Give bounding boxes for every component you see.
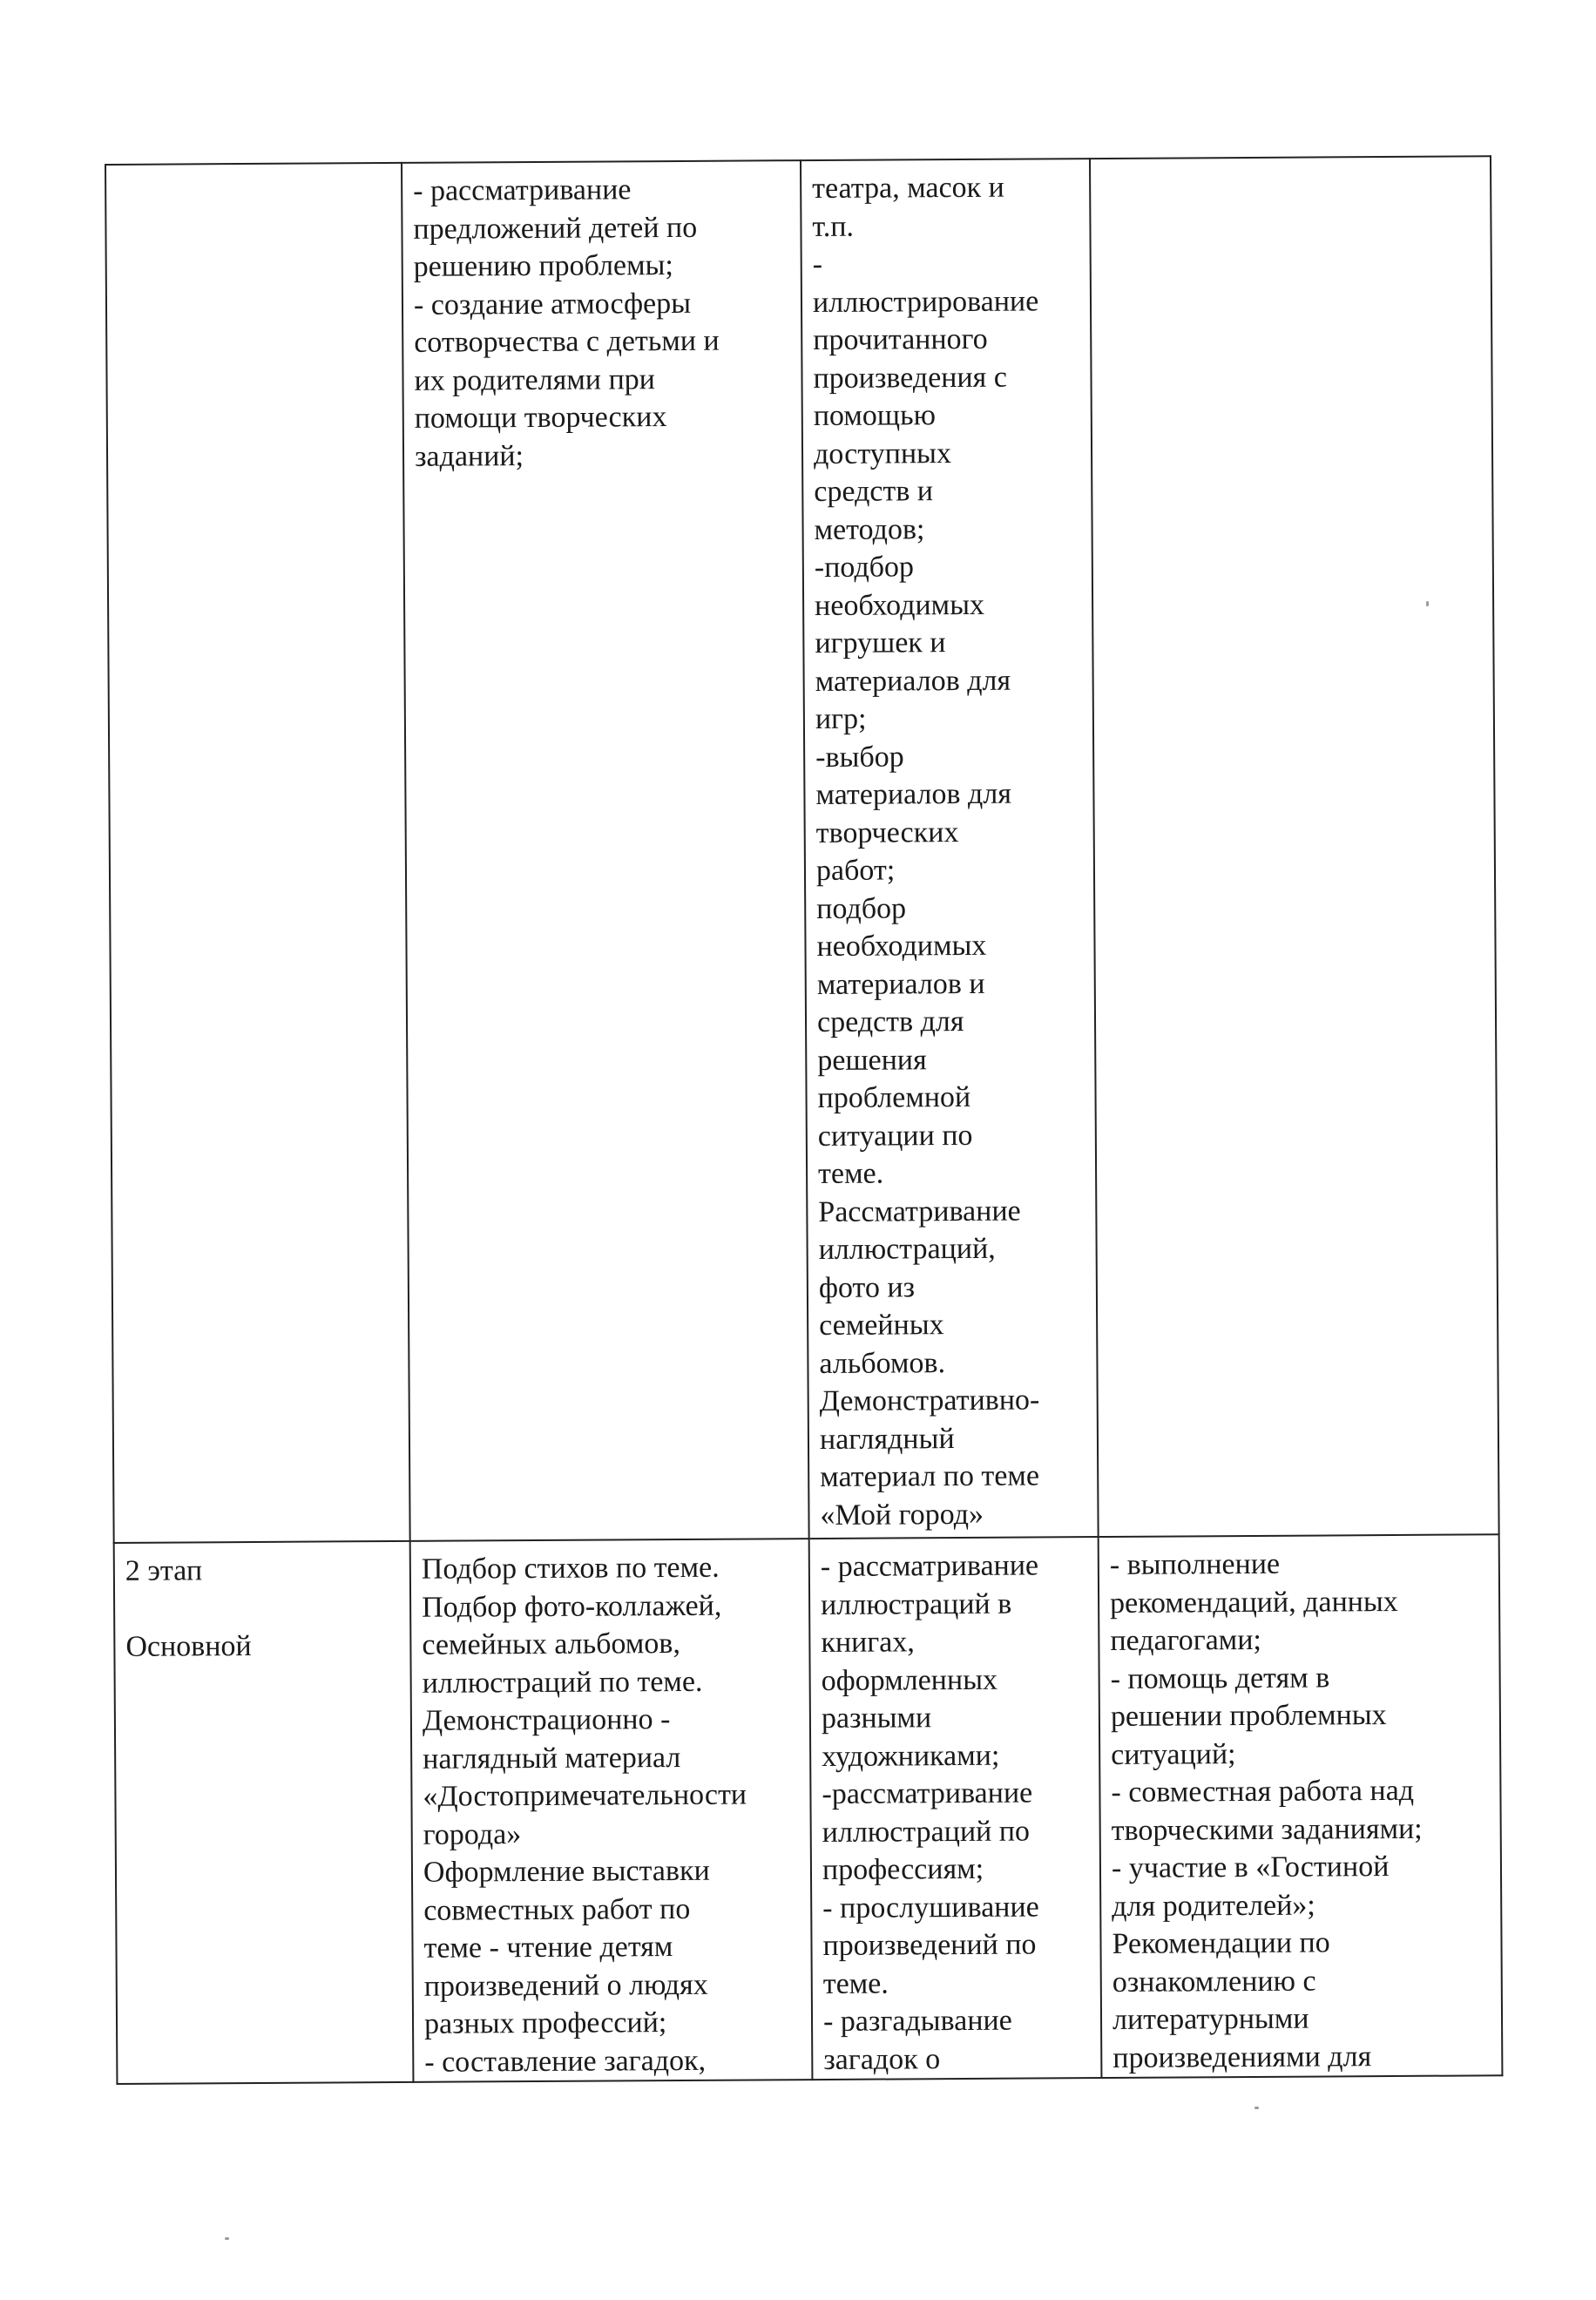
- children-activities-cell: [801, 159, 1099, 1539]
- teacher-activities-cell: [410, 1539, 813, 2082]
- scan-speck: [225, 2237, 229, 2240]
- scan-speck: [1426, 601, 1429, 606]
- table-row: [105, 156, 1499, 1543]
- parents-activities-cell: [1090, 156, 1499, 1537]
- stage-name: Основной: [125, 1629, 252, 1663]
- teacher-activities-text: Подбор стихов по теме. Подбор фото-коллажей, семейных альбомов, иллюстраций по теме. Демонстрационно - наглядный материал «Достопримечательности города» Оформление выставки совместных работ по теме - чтение детям произведений о людях разных профессий; - составление загадок,: [421, 1551, 747, 2079]
- table-row: [114, 1534, 1503, 2084]
- parents-activities-text: - выполнение рекомендаций, данных педагогами; - помощь детям в решении проблемных ситуаций; - совместная работа над творческими заданиями; - участие в «Гостиной для родителей»; Рекомендации по ознакомлению с литературными произведениями для: [1109, 1547, 1423, 2074]
- project-plan-table: [105, 155, 1503, 2085]
- stage-cell: [105, 163, 410, 1543]
- stage-cell-text: [117, 172, 390, 174]
- stage-cell: [114, 1541, 414, 2084]
- scan-speck: [1254, 2107, 1259, 2109]
- stage-number: 2 этап: [125, 1554, 203, 1587]
- children-activities-cell: [809, 1537, 1102, 2080]
- teacher-activities-cell: [402, 160, 809, 1541]
- teacher-activities-text: - рассматривание предложений детей по решению проблемы; - создание атмосферы сотворчества с детьми и их родителями при помощи творческих заданий;: [413, 173, 720, 473]
- parents-activities-cell: [1099, 1534, 1503, 2078]
- stage-spacer: [125, 1588, 399, 1627]
- children-activities-text: - рассматривание иллюстраций в книгах, оформленных разными художниками; -рассматривание иллюстраций по профессиям; - прослушивание произведений по теме. - разгадывание загадок о: [820, 1549, 1039, 2076]
- parents-activities-text: [1101, 166, 1479, 168]
- children-activities-text: театра, масок и т.п. - иллюстрирование прочитанного произведения с помощью доступных средств и методов; -подбор необходимых игрушек и материалов для игр; -выбор материалов для творческих работ; подбор необходимых материалов и средств для решения проблемной ситуации по теме. Рассматривание иллюстраций, фото из семейных альбомов. Демонстративно- наглядный материал по теме «Мой город»: [812, 171, 1040, 1532]
